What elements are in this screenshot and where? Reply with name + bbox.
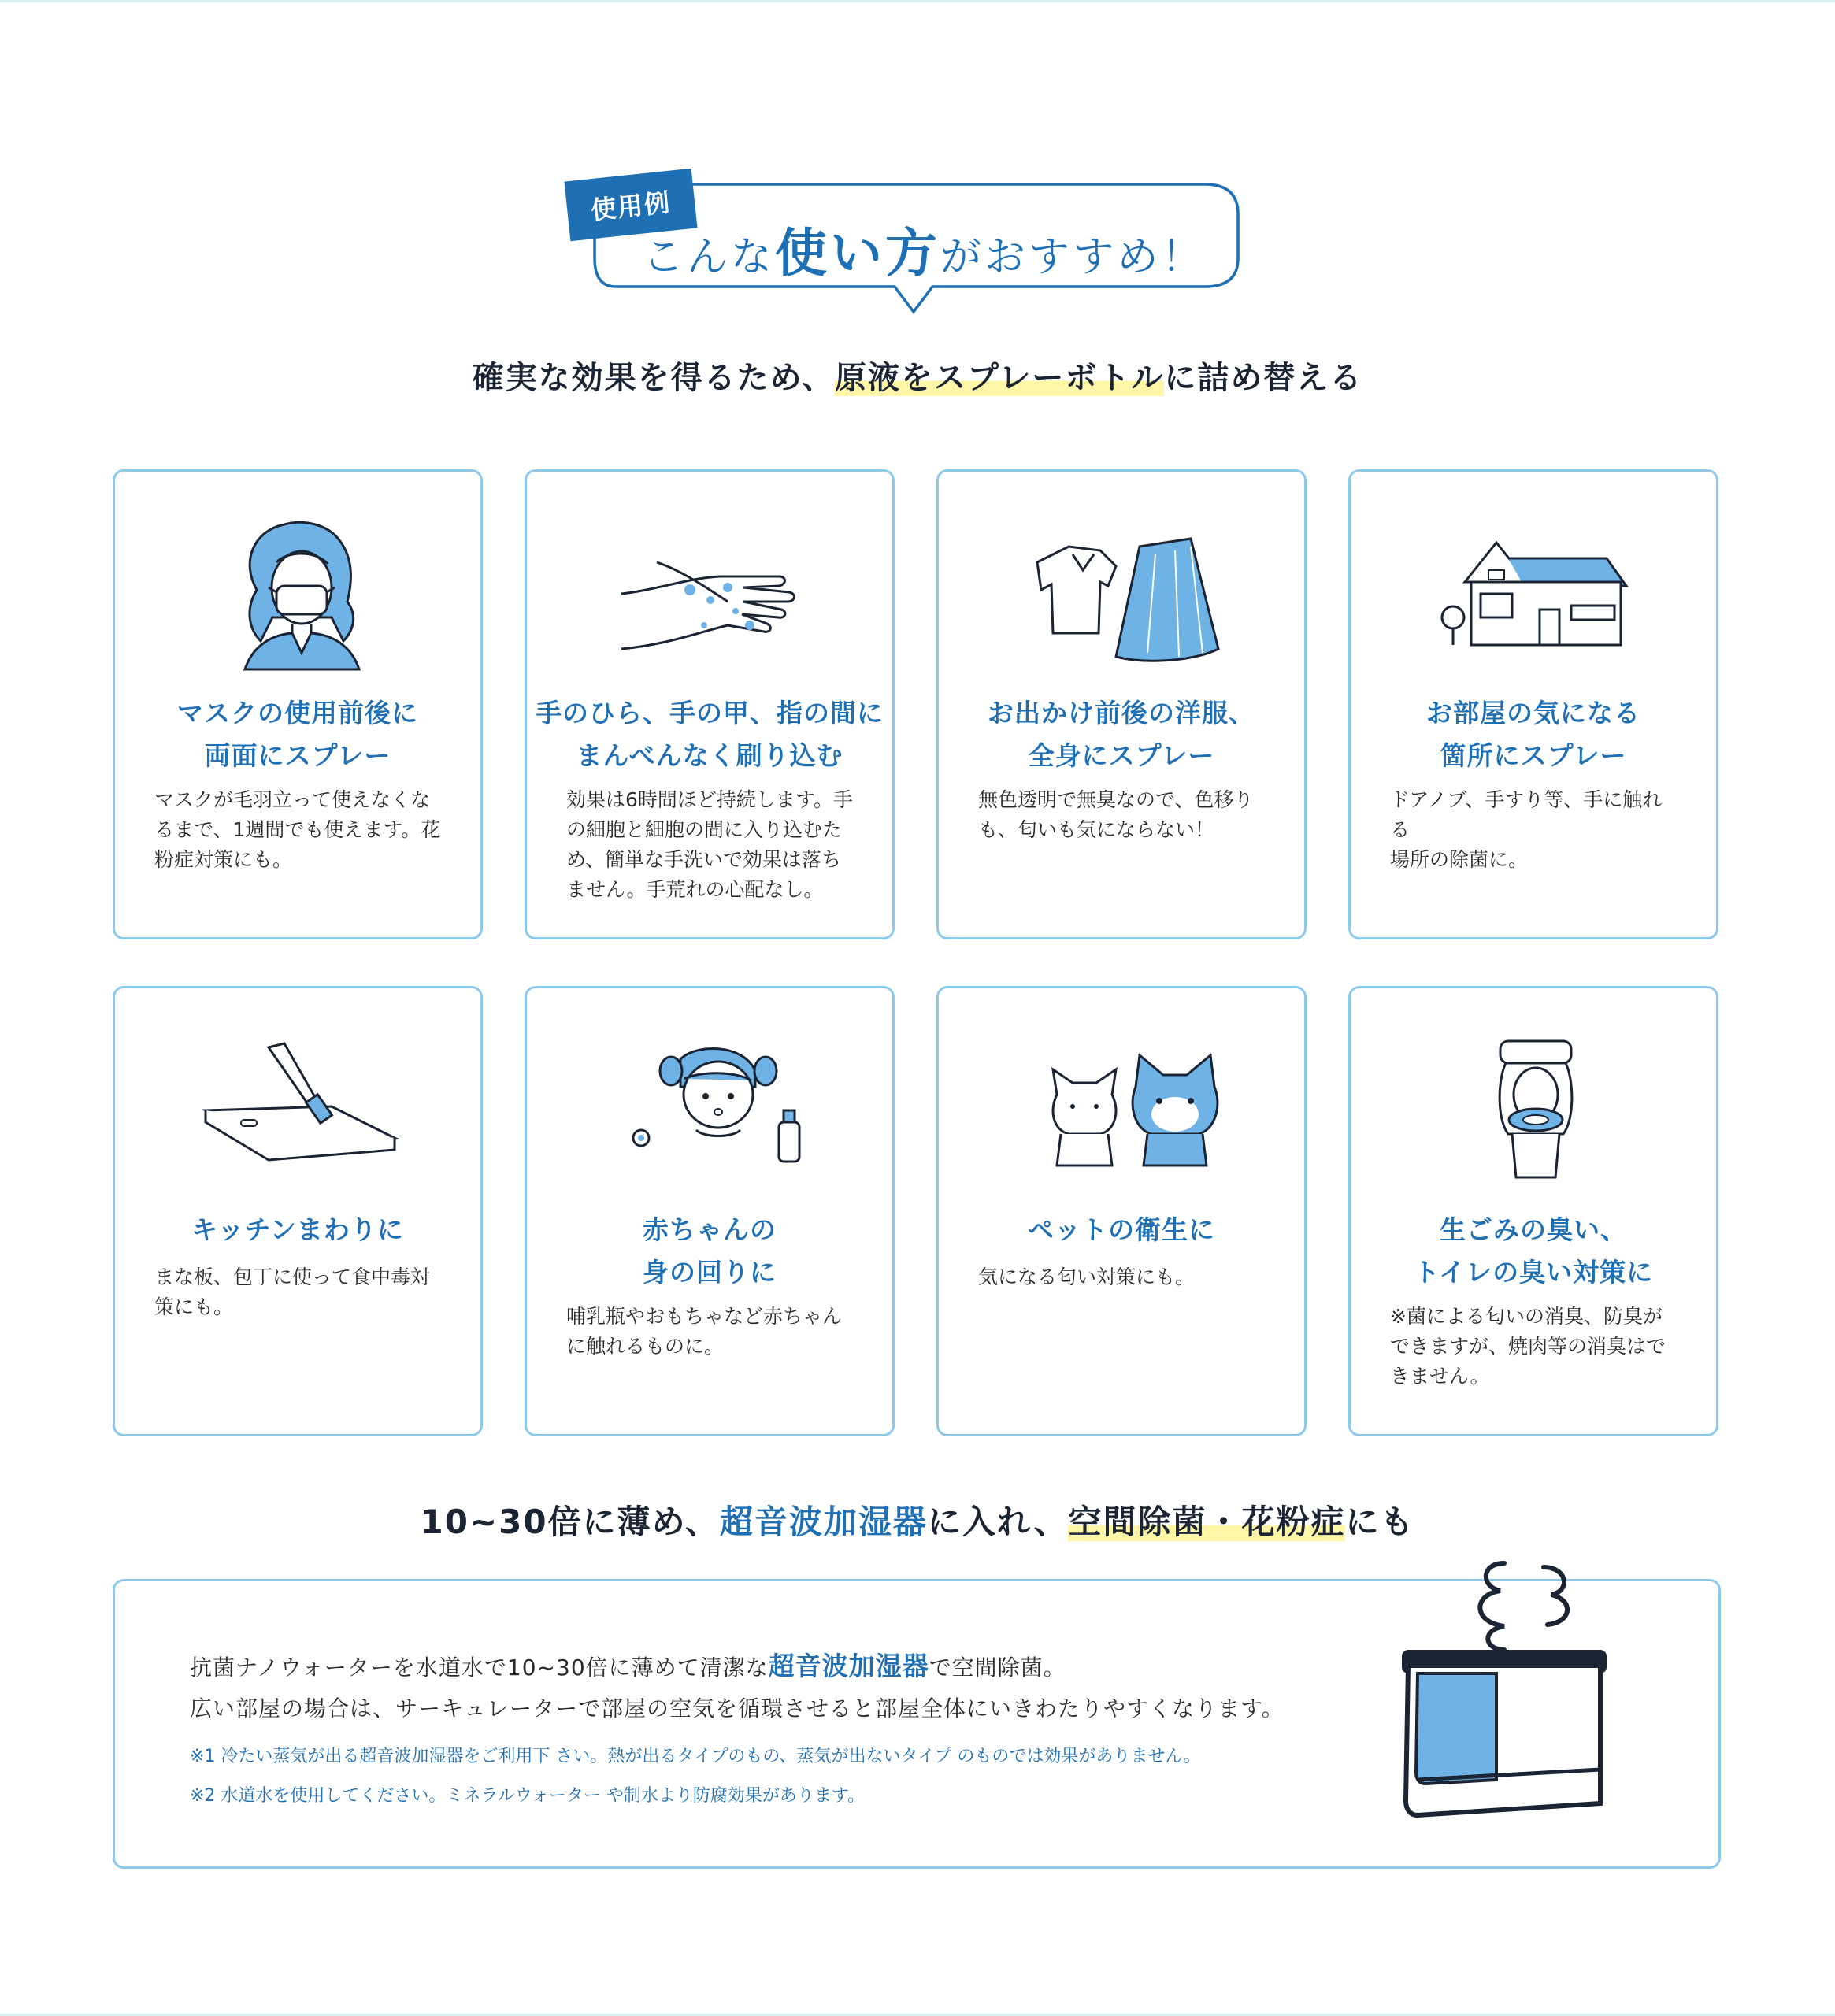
heading-text: 確実な効果を得るため、: [472, 360, 835, 396]
card-title: [939, 1209, 1304, 1251]
card-description: [1390, 785, 1681, 875]
woman-mask-icon: [198, 515, 402, 673]
info-text: で空間除菌。: [929, 1655, 1066, 1681]
pets-icon: [1021, 1032, 1226, 1189]
toilet-icon: [1433, 1032, 1638, 1189]
card-description: [1390, 1302, 1681, 1392]
desc-line: め、簡単な手洗いで効果は落ち: [566, 848, 842, 871]
desc-line: 効果は6時間ほど持続します。手: [566, 788, 853, 811]
card-title-line: 赤ちゃんの: [643, 1214, 777, 1245]
card-title: [115, 1209, 480, 1251]
card-description: [566, 1302, 858, 1362]
desc-line: の細胞と細胞の間に入り込むた: [566, 818, 843, 841]
desc-line: 気になる匂い対策にも。: [978, 1266, 1196, 1288]
usage-card-room: [1348, 469, 1718, 939]
heading-emphasis: 超音波加湿器: [719, 1503, 928, 1541]
title-part: こんな: [643, 234, 776, 281]
desc-line: 策にも。: [154, 1295, 234, 1318]
heading-text: 10~30倍に薄め、: [420, 1503, 720, 1541]
info-emphasis: 超音波加湿器: [768, 1651, 929, 1681]
desc-line: に触れるものに。: [566, 1335, 725, 1358]
desc-line: できますが、焼肉等の消臭はで: [1390, 1335, 1666, 1358]
heading-highlight: 空間除菌・花粉症: [1068, 1503, 1346, 1541]
card-title: [115, 692, 480, 777]
card-title-line: まんべんなく刷り込む: [576, 740, 843, 771]
desc-line: 粉症対策にも。: [154, 848, 293, 871]
desc-line: ※菌による匂いの消臭、防臭が: [1390, 1305, 1663, 1328]
card-title: [527, 1209, 892, 1294]
clothes-icon: [1021, 515, 1226, 673]
desc-line: 哺乳瓶やおもちゃなど赤ちゃん: [566, 1305, 843, 1328]
desc-line: 無色透明で無臭なので、色移り: [978, 788, 1254, 811]
card-title-line: 手のひら、手の甲、指の間に: [536, 698, 884, 728]
page-title: [643, 211, 1206, 284]
info-line-1: [190, 1646, 1066, 1683]
card-title-line: 全身にスプレー: [1028, 740, 1215, 771]
usage-card-baby: [525, 986, 895, 1436]
card-description: [154, 1262, 446, 1322]
desc-line: 場所の除菌に。: [1390, 848, 1529, 871]
footnote-2: ※2 水道水を使用してください。ミネラルウォーター や制水より防腐効果があります。: [190, 1786, 866, 1806]
info-text: 抗菌ナノウォーターを水道水で10~30倍に薄めて清潔な: [190, 1655, 769, 1681]
title-part: がおすすめ！: [940, 234, 1206, 281]
desc-line: ドアノブ、手すり等、手に触れる: [1390, 788, 1663, 841]
usage-card-hands: [525, 469, 895, 939]
desc-line: るまで、1週間でも使えます。花: [154, 818, 441, 841]
card-title: [1351, 1209, 1716, 1294]
title-part-emphasis: 使い: [775, 222, 886, 284]
section2-heading: [0, 1496, 1835, 1544]
card-title-line: 箇所にスプレー: [1440, 740, 1627, 771]
usage-card-clothes: [936, 469, 1307, 939]
title-part-emphasis: 方: [885, 222, 941, 284]
usage-card-pets: [936, 986, 1307, 1436]
card-description: [978, 785, 1270, 845]
baby-icon: [610, 1032, 814, 1189]
heading-text: にも: [1345, 1503, 1415, 1541]
header-bubble: [567, 167, 1240, 317]
desc-line: マスクが毛羽立って使えなくな: [154, 788, 431, 811]
card-title: [527, 692, 892, 777]
cutting-board-icon: [198, 1032, 402, 1189]
usage-card-toilet: [1348, 986, 1718, 1436]
card-title: [939, 692, 1304, 777]
card-title-line: キッチンまわりに: [191, 1214, 404, 1245]
card-title-line: マスクの使用前後に: [177, 698, 418, 728]
card-title-line: お出かけ前後の洋服、: [988, 698, 1255, 728]
section1-heading: [0, 353, 1835, 398]
usage-card-mask: [113, 469, 483, 939]
desc-line: きません。: [1390, 1365, 1490, 1388]
heading-highlight: 原液をスプレーボトル: [835, 360, 1165, 396]
desc-line: まな板、包丁に使って食中毒対: [154, 1266, 431, 1288]
usage-card-kitchen: [113, 986, 483, 1436]
card-title-line: お部屋の気になる: [1426, 698, 1640, 728]
card-title-line: ペットの衛生に: [1028, 1214, 1215, 1245]
footnote-1: ※1 冷たい蒸気が出る超音波加湿器をご利用下 さい。熱が出るタイプのもの、蒸気が出ないタイプ のものでは効果がありません。: [190, 1747, 1201, 1766]
top-divider: [0, 0, 1835, 2]
desc-line: も、匂いも気にならない！: [978, 818, 1215, 841]
card-description: [154, 785, 446, 875]
info-line-2: 広い部屋の場合は、サーキュレーターで部屋の空気を循環させると部屋全体にいきわたりやすくなります。: [190, 1695, 1284, 1721]
card-title: [1351, 692, 1716, 777]
card-description: [978, 1262, 1270, 1292]
heading-text: に詰め替える: [1164, 360, 1363, 396]
house-icon: [1433, 515, 1638, 673]
desc-line: ません。手荒れの心配なし。: [566, 878, 824, 901]
card-title-line: 身の回りに: [643, 1257, 777, 1288]
card-description: [566, 785, 858, 905]
humidifier-icon: [1386, 1555, 1622, 1823]
heading-text: に入れ、: [927, 1503, 1069, 1541]
card-title-line: 両面にスプレー: [204, 740, 391, 771]
usage-example-tag: 使用例: [564, 169, 697, 242]
card-title-line: トイレの臭い対策に: [1413, 1257, 1654, 1288]
hand-wash-icon: [610, 515, 814, 673]
card-title-line: 生ごみの臭い、: [1440, 1214, 1627, 1245]
